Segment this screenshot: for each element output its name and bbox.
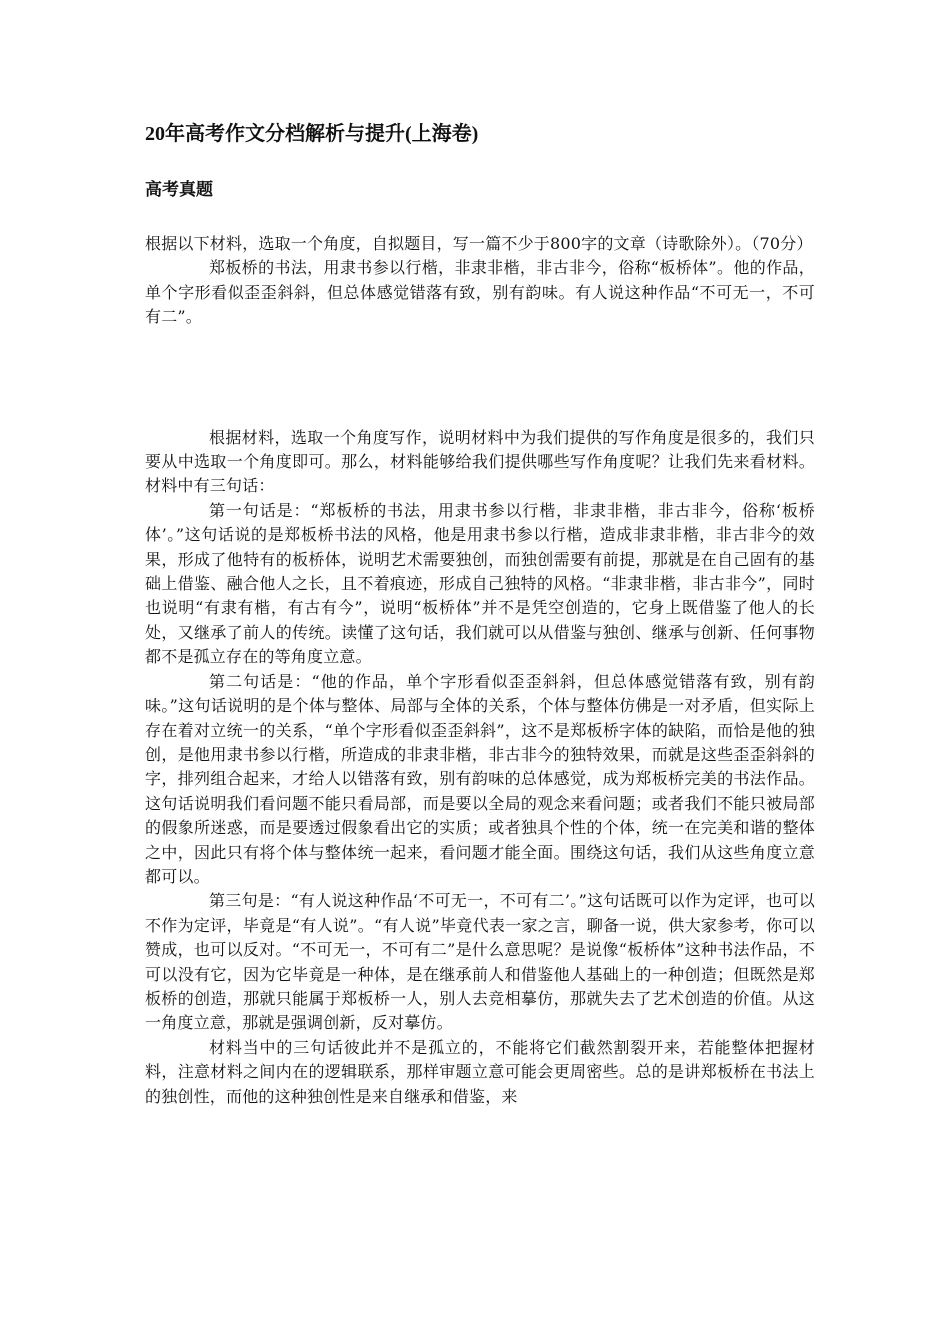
analysis-paragraph: 第一句话是：“郑板桥的书法，用隶书参以行楷，非隶非楷，非古非今，俗称‘板桥体’。”这句话说的是郑板桥书法的风格，他是用隶书参以行楷，造成非隶非楷，非古非今的效果，形成了他特有的板桥体，说明艺术需要独创，而独创需要有前提，那就是在自己固有的基础上借鉴、融合他人之长，且不着痕迹，形成自己独特的风格。“非隶非楷，非古非今”，同时也说明“有隶有楷，有古有今”，说明“板桥体”并不是凭空创造的，它身上既借鉴了他人的长处，又继承了前人的传统。读懂了这句话，我们就可以从借鉴与独创、继承与创新、任何事物都不是孤立存在的等角度立意。 bbox=[145, 500, 815, 667]
prompt-paragraph: 根据以下材料，选取一个角度，自拟题目，写一篇不少于800字的文章（诗歌除外）。（70分） bbox=[145, 234, 813, 253]
analysis-paragraph: 第二句话是：“他的作品，单个字形看似歪歪斜斜，但总体感觉错落有致，别有韵味。”这句话说明的是个体与整体、局部与全体的关系，个体与整体仿佛是一对矛盾，但实际上存在着对立统一的关系，“单个字形看似歪歪斜斜”，这不是郑板桥字体的缺陷，而恰是他的独创，是他用隶书参以行楷，所造成的非隶非楷，非古非今的独特效果，而就是这些歪歪斜斜的字，排列组合起来，才给人以错落有致，别有韵味的总体感觉，成为郑板桥完美的书法作品。这句话说明我们看问题不能只看局部，而是要以全局的观念来看问题；或者我们不能只被局部的假象所迷惑，而是要透过假象看出它的实质；或者独具个性的个体，统一在完美和谐的整体之中，因此只有将个体与整体统一起来，看问题才能全面。围绕这句话，我们从这些角度立意都可以。 bbox=[145, 671, 815, 886]
blank-space bbox=[145, 330, 815, 426]
analysis-paragraph: 第三句是：“有人说这种作品‘不可无一，不可有二’。”这句话既可以作为定评，也可以不作为定评，毕竟是“有人说”。“有人说”毕竟代表一家之言，聊备一说，供大家参考，你可以赞成，也可以反对。“不可无一，不可有二”是什么意思呢？是说像“板桥体”这种书法作品，不可以没有它，因为它毕竟是一种体，是在继承前人和借鉴他人基础上的一种创造；但既然是郑板桥的创造，那就只能属于郑板桥一人，别人去竞相摹仿，那就失去了艺术创造的价值。从这一角度立意，那就是强调创新，反对摹仿。 bbox=[145, 891, 815, 1033]
analysis-paragraph: 根据材料，选取一个角度写作，说明材料中为我们提供的写作角度是很多的，我们只要从中选取一个角度即可。那么，材料能够给我们提供哪些写作角度呢？让我们先来看材料。材料中有三句话： bbox=[145, 427, 815, 496]
document-page bbox=[145, 118, 815, 1109]
section-heading: 高考真题 bbox=[145, 180, 213, 199]
material-paragraph: 郑板桥的书法，用隶书参以行楷，非隶非楷，非古非今，俗称“板桥体”。他的作品，单个字形看似歪歪斜斜，但总体感觉错落有致，别有韵味。有人说这种作品“不可无一，不可有二”。 bbox=[145, 258, 815, 327]
analysis-paragraph: 材料当中的三句话彼此并不是孤立的，不能将它们截然割裂开来，若能整体把握材料，注意材料之间内在的逻辑联系，那样审题立意可能会更周密些。总的是讲郑板桥在书法上的独创性，而他的这种独创性是来自继承和借鉴，来 bbox=[145, 1037, 815, 1106]
document-title: 20年高考作文分档解析与提升(上海卷) bbox=[145, 123, 479, 145]
